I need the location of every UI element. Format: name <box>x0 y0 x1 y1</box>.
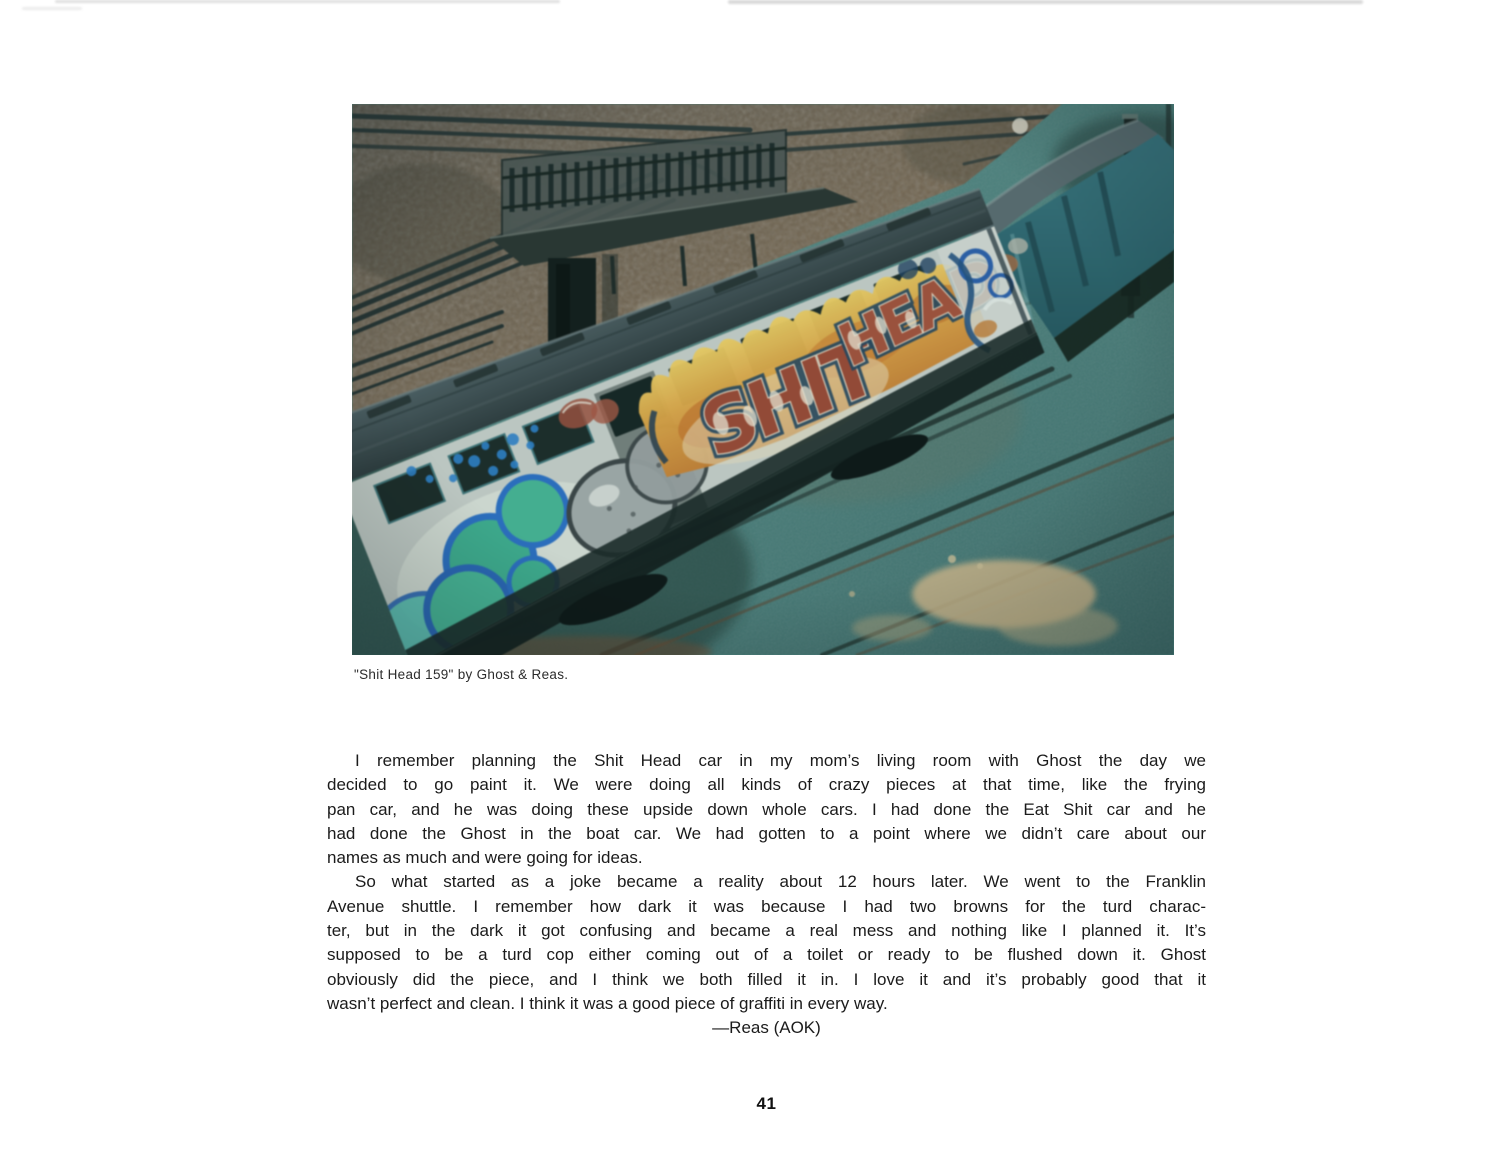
attribution: —Reas (AOK) <box>712 1018 821 1038</box>
paragraph-line: obviously did the piece, and I think we both filled it in. I love it and it’s probably good that it <box>327 969 1206 989</box>
body-text <box>327 749 1206 1041</box>
scan-artifact <box>22 7 82 10</box>
scan-artifact <box>55 0 560 3</box>
paragraph-line: pan car, and he was doing these upside down whole cars. I had done the Eat Shit car and he <box>327 799 1206 819</box>
paragraph-line: names as much and were going for ideas. <box>327 848 643 868</box>
paragraph-line: ter, but in the dark it got confusing and became a real mess and nothing like I planned it. It’s <box>327 921 1206 941</box>
paragraph-line: So what started as a joke became a reality about 12 hours later. We went to the Franklin <box>355 872 1206 892</box>
vignette-overlay <box>352 104 1174 655</box>
paragraph-line: had done the Ghost in the boat car. We had gotten to a point where we didn’t care about our <box>327 823 1206 843</box>
paragraph-line: Avenue shuttle. I remember how dark it was because I had two browns for the turd charac- <box>327 896 1206 916</box>
train-yard-photo <box>352 104 1174 655</box>
page-number: 41 <box>756 1094 777 1113</box>
scan-artifact <box>728 0 1363 4</box>
paragraph-line: I remember planning the Shit Head car in my mom’s living room with Ghost the day we <box>355 751 1206 770</box>
photo-caption: "Shit Head 159" by Ghost & Reas. <box>354 667 569 682</box>
photo-shit-head-train <box>352 104 1174 655</box>
paragraph-line: wasn’t perfect and clean. I think it was a good piece of graffiti in every way. <box>327 993 888 1013</box>
paragraph-line: supposed to be a turd cop either coming out of a toilet or ready to be flushed down it. Ghost <box>327 945 1206 965</box>
paragraph-line: decided to go paint it. We were doing all kinds of crazy pieces at that time, like the frying <box>327 775 1206 795</box>
